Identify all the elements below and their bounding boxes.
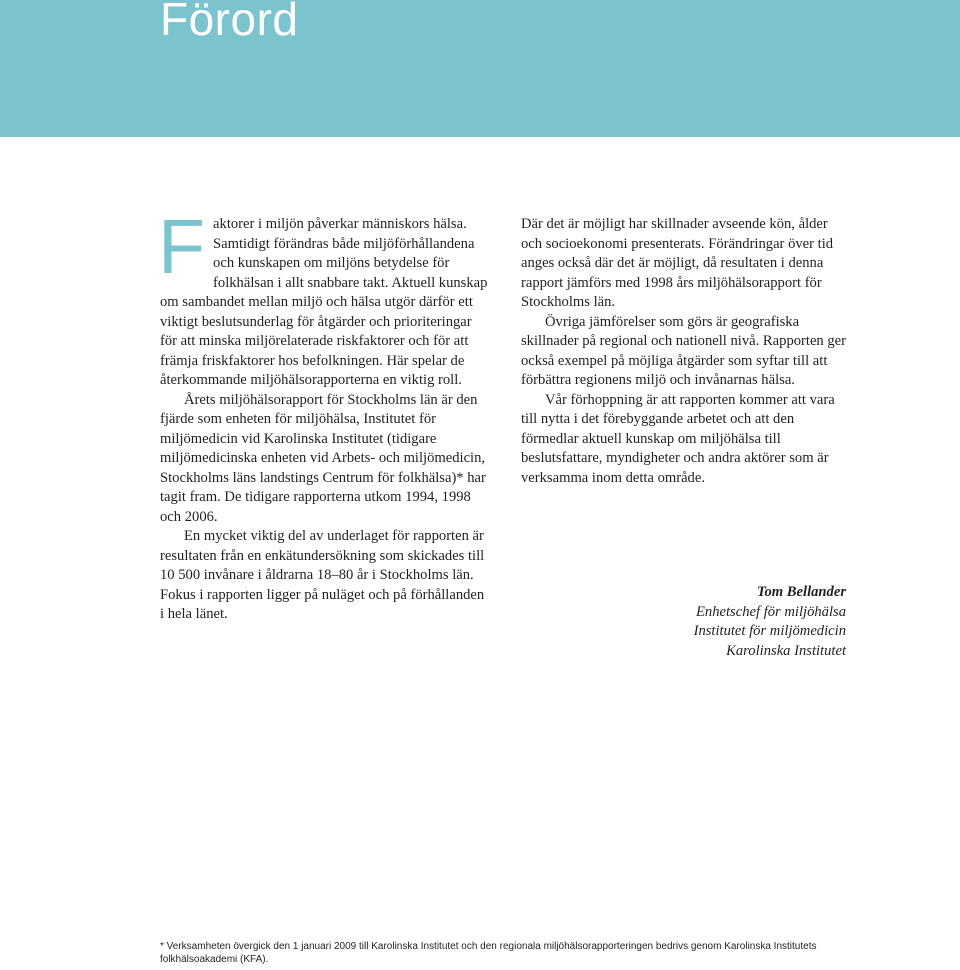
signature-role: Enhetschef för miljöhälsa bbox=[696, 603, 846, 620]
body-paragraph: Där det är möjligt har skillnader avseende kön, ålder och socioekonomi presenterats. Förändringar över tid anges också där det är möjligt, då resultaten i denna rapport jämförs med 1998 års miljöhälsorapport för Stockholms län. bbox=[521, 216, 834, 310]
drop-cap: F bbox=[158, 204, 206, 290]
signature-university: Karolinska Institutet bbox=[726, 642, 846, 659]
right-column bbox=[521, 215, 851, 488]
left-column bbox=[158, 204, 490, 625]
body-paragraph: Övriga jämförelser som görs är geografiska skillnader på regional och nationell nivå. Rapporten ger också exempel på möjliga åtgärder som syftar till att förbättra regionens miljö och invånarnas hälsa. bbox=[521, 313, 847, 388]
body-paragraph: Vår förhoppning är att rapporten kommer att vara till nytta i det förebyggande arbetet och att den förmedlar aktuell kunskap om miljöhälsa till beslutsfattare, myndigheter och andra aktörer som är verksamma inom detta område. bbox=[521, 391, 835, 486]
signature-name: Tom Bellander bbox=[756, 584, 846, 600]
footnote: * Verksamheten övergick den 1 januari 2009 till Karolinska Institutet och den regionala miljöhälsorapporteringen bedrivs genom Karolinska Institutets folkhälsoakademi (KFA). bbox=[160, 941, 817, 965]
intro-paragraph bbox=[158, 204, 490, 391]
page-title: Förord bbox=[160, 0, 299, 45]
header-band bbox=[0, 0, 960, 137]
intro-text: aktorer i miljön påverkar människors hälsa. Samtidigt förändras både miljöförhållandena och kunskapen om miljöns betydelse för folkhälsan i allt snabbare takt. Aktuell kunskap om sambandet mellan miljö och hälsa utgör därför ett viktigt beslutsunderlag för åtgärder och prioriteringar för att minska miljörelaterade riskfaktorer och för att främja friskfaktorer hos befolkningen. Här spelar de återkommande miljöhälsorapporterna en viktig roll. bbox=[160, 216, 488, 388]
body-paragraph: Årets miljöhälsorapport för Stockholms län är den fjärde som enheten för miljöhälsa, Institutet för miljömedicin vid Karolinska Institutet (tidigare miljömedicinska enheten vid Arbets- och miljömedicin, Stockholms läns landstings Centrum för folkhälsa)* har tagit fram. De tidigare rapporterna utkom 1994, 1998 och 2006. bbox=[160, 391, 486, 525]
body-paragraph: En mycket viktig del av underlaget för rapporten är resultaten från en enkätundersökning som skickades till 10 500 invånare i åldrarna 18–80 år i Stockholms län. Fokus i rapporten ligger på nuläget och på förhållanden i hela länet. bbox=[160, 528, 485, 622]
signature-block bbox=[694, 583, 846, 661]
signature-institute: Institutet för miljömedicin bbox=[693, 623, 846, 639]
